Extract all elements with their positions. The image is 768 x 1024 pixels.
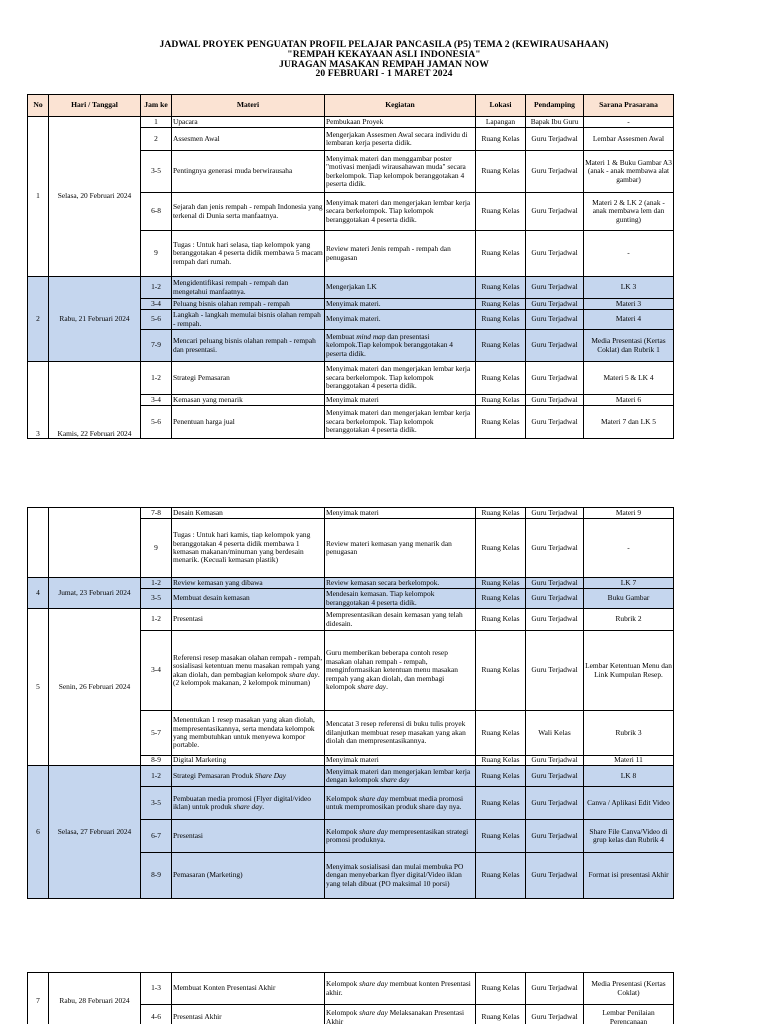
materi-cell: Membuat Konten Presentasi Akhir [172,973,325,1005]
materi-cell: Peluang bisnis olahan rempah - rempah [172,299,325,310]
sarana-cell: Media Presentasi (Kertas Coklat) [584,973,674,1005]
sarana-cell: LK 3 [584,277,674,299]
pendamping-cell: Guru Terjadwal [526,310,584,330]
pendamping-cell: Guru Terjadwal [526,578,584,589]
day-date: Kamis, 22 Februari 2024 [49,362,141,439]
header-no: No [28,95,49,117]
header-materi: Materi [172,95,325,117]
document-title [0,40,768,79]
kegiatan-cell: Menyimak materi [325,395,476,406]
jam-cell: 7-8 [141,508,172,519]
sarana-cell: LK 8 [584,766,674,787]
pendamping-cell: Bapak Ibu Guru [526,117,584,128]
header-kegiatan: Kegiatan [325,95,476,117]
sarana-cell: Buku Gambar [584,589,674,609]
jam-cell: 8-9 [141,853,172,899]
jam-cell: 5-7 [141,711,172,756]
kegiatan-cell: Kelompok share day membuat media promosi untuk mempromosikan produk share day nya. [325,787,476,820]
jam-cell: 1-2 [141,578,172,589]
materi-cell: Referensi resep masakan olahan rempah - rempah, sosialisasi ketentuan menu masakan rempah yang akan diolah, dan pembagian kelompok share day. (2 kelompok makanan, 2 kelompok minuman) [172,631,325,711]
lokasi-cell: Lapangan [476,117,526,128]
sarana-cell: LK 7 [584,578,674,589]
sarana-cell: Media Presentasi (Kertas Coklat) dan Rubrik 1 [584,330,674,362]
lokasi-cell: Ruang Kelas [476,362,526,395]
kegiatan-cell: Menyimak materi dan mengerjakan lembar kerja secara berkelompok. Tiap kelompok beranggotakan 4 peserta didik. [325,362,476,395]
jam-cell: 9 [141,231,172,277]
jam-cell: 2 [141,128,172,151]
jam-cell: 1 [141,117,172,128]
lokasi-cell: Ruang Kelas [476,853,526,899]
sarana-cell: Share File Canva/Video di grup kelas dan Rubrik 4 [584,820,674,853]
schedule-table-page-2 [27,507,674,899]
materi-cell: Tugas : Untuk hari selasa, tiap kelompok yang beranggotakan 4 peserta didik membawa 5 macam rempah dari rumah. [172,231,325,277]
page-1-clip [0,94,768,444]
jam-cell: 4-6 [141,1005,172,1024]
pendamping-cell: Guru Terjadwal [526,787,584,820]
lokasi-cell: Ruang Kelas [476,609,526,631]
lokasi-cell: Ruang Kelas [476,310,526,330]
pendamping-cell: Guru Terjadwal [526,973,584,1005]
materi-cell: Strategi Pemasaran Produk Share Day [172,766,325,787]
pendamping-cell: Guru Terjadwal [526,231,584,277]
pendamping-cell: Guru Terjadwal [526,519,584,578]
lokasi-cell: Ruang Kelas [476,193,526,231]
jam-cell: 8-9 [141,756,172,766]
sarana-cell: Materi 7 dan LK 5 [584,406,674,439]
materi-cell: Review kemasan yang dibawa [172,578,325,589]
lokasi-cell: Ruang Kelas [476,589,526,609]
materi-cell: Presentasi [172,820,325,853]
table-row [28,766,674,787]
kegiatan-cell: Menyimak materi dan menggambar poster "motivasi menjadi wirausahawan muda" secara berkelompok. Tiap kelompok beranggotakan 4 peserta didik. [325,151,476,193]
kegiatan-cell: Menyimak materi [325,756,476,766]
day-date: Jumat, 23 Februari 2024 [49,578,141,609]
sarana-cell: - [584,117,674,128]
header-lokasi: Lokasi [476,95,526,117]
lokasi-cell: Ruang Kelas [476,277,526,299]
pendamping-cell: Guru Terjadwal [526,589,584,609]
jam-cell: 6-8 [141,193,172,231]
materi-cell: Pentingnya generasi muda berwirausaha [172,151,325,193]
kegiatan-cell: Review materi Jenis rempah - rempah dan penugasan [325,231,476,277]
jam-cell: 3-4 [141,299,172,310]
pendamping-cell: Guru Terjadwal [526,395,584,406]
title-line-1: JADWAL PROYEK PENGUATAN PROFIL PELAJAR PANCASILA (P5) TEMA 2 (KEWIRAUSAHAAN) [159,39,609,50]
materi-cell: Membuat desain kemasan [172,589,325,609]
jam-cell: 7-9 [141,330,172,362]
sarana-cell: Lembar Penilaian Perencanaan [584,1005,674,1024]
kegiatan-cell: Review kemasan secara berkelompok. [325,578,476,589]
table-row [28,117,674,128]
day-number: 2 [28,277,49,362]
sarana-cell: Materi 4 [584,310,674,330]
kegiatan-cell: Pembukaan Proyek [325,117,476,128]
jam-cell: 3-5 [141,151,172,193]
kegiatan-cell: Menyimak materi dan mengerjakan lembar kerja dengan kelompok share day [325,766,476,787]
jam-cell: 1-3 [141,973,172,1005]
schedule-table-page-3 [27,972,674,1024]
sarana-cell: - [584,519,674,578]
kegiatan-cell: Menyimak materi [325,508,476,519]
day-number-continued [28,508,49,578]
kegiatan-cell: Menyimak materi. [325,299,476,310]
sarana-cell: Materi 5 & LK 4 [584,362,674,395]
sarana-cell: Materi 9 [584,508,674,519]
pendamping-cell: Guru Terjadwal [526,128,584,151]
sarana-cell: Rubrik 2 [584,609,674,631]
kegiatan-cell: Mempresentasikan desain kemasan yang telah didesain. [325,609,476,631]
materi-cell: Desain Kemasan [172,508,325,519]
kegiatan-cell: Mengerjakan LK [325,277,476,299]
sarana-cell: Materi 6 [584,395,674,406]
kegiatan-cell: Kelompok share day membuat konten Presentasi akhir. [325,973,476,1005]
materi-cell: Pemasaran (Marketing) [172,853,325,899]
kegiatan-cell: Mencatat 3 resep referensi di buku tulis proyek dilanjutkan membuat resep masakan yang akan diolah dan mempresentasikannya. [325,711,476,756]
sarana-cell: Lembar Ketentuan Menu dan Link Kumpulan Resep. [584,631,674,711]
pendamping-cell: Guru Terjadwal [526,362,584,395]
pendamping-cell: Guru Terjadwal [526,151,584,193]
materi-cell: Upacara [172,117,325,128]
jam-cell: 1-2 [141,277,172,299]
materi-cell: Mencari peluang bisnis olahan rempah - rempah dan presentasi. [172,330,325,362]
lokasi-cell: Ruang Kelas [476,973,526,1005]
day-number: 3 [28,362,49,439]
materi-cell: Kemasan yang menarik [172,395,325,406]
lokasi-cell: Ruang Kelas [476,128,526,151]
jam-cell: 1-2 [141,362,172,395]
day-number: 5 [28,609,49,766]
pendamping-cell: Guru Terjadwal [526,631,584,711]
lokasi-cell: Ruang Kelas [476,631,526,711]
sarana-cell: Materi 2 & LK 2 (anak - anak membawa lem dan gunting) [584,193,674,231]
pendamping-cell: Guru Terjadwal [526,508,584,519]
day-date: Senin, 26 Februari 2024 [49,609,141,766]
lokasi-cell: Ruang Kelas [476,299,526,310]
kegiatan-cell: Kelompok share day Melaksanakan Presentasi Akhir [325,1005,476,1024]
pendamping-cell: Guru Terjadwal [526,853,584,899]
lokasi-cell: Ruang Kelas [476,578,526,589]
table-row [28,973,674,1005]
page-3-clip [0,972,768,1024]
lokasi-cell: Ruang Kelas [476,787,526,820]
pendamping-cell: Guru Terjadwal [526,277,584,299]
day-number: 6 [28,766,49,899]
lokasi-cell: Ruang Kelas [476,330,526,362]
jam-cell: 1-2 [141,609,172,631]
day-date: Selasa, 20 Februari 2024 [49,117,141,277]
pendamping-cell: Guru Terjadwal [526,756,584,766]
lokasi-cell: Ruang Kelas [476,151,526,193]
materi-cell: Assesmen Awal [172,128,325,151]
jam-cell: 5-6 [141,310,172,330]
pendamping-cell: Guru Terjadwal [526,609,584,631]
lokasi-cell: Ruang Kelas [476,406,526,439]
header-date: Hari / Tanggal [49,95,141,117]
jam-cell: 1-2 [141,766,172,787]
day-number: 1 [28,117,49,277]
pendamping-cell: Wali Kelas [526,711,584,756]
kegiatan-cell: Menyimak materi. [325,310,476,330]
pendamping-cell: Guru Terjadwal [526,193,584,231]
kegiatan-cell: Menyimak materi dan mengerjakan lembar kerja secara berkelompok. Tiap kelompok beranggotakan 4 peserta didik. [325,406,476,439]
materi-cell: Langkah - langkah memulai bisnis olahan rempah - rempah. [172,310,325,330]
schedule-table-page-1 [27,94,674,439]
table-row [28,362,674,395]
pendamping-cell: Guru Terjadwal [526,1005,584,1024]
day-date: Selasa, 27 Februari 2024 [49,766,141,899]
kegiatan-cell: Mengerjakan Assesmen Awal secara individu di lembaran kerja peserta didik. [325,128,476,151]
sarana-cell: Lembar Assesmen Awal [584,128,674,151]
jam-cell: 6-7 [141,820,172,853]
materi-cell: Pembuatan media promosi (Flyer digital/video iklan) untuk produk share day. [172,787,325,820]
lokasi-cell: Ruang Kelas [476,1005,526,1024]
jam-cell: 5-6 [141,406,172,439]
lokasi-cell: Ruang Kelas [476,756,526,766]
lokasi-cell: Ruang Kelas [476,231,526,277]
lokasi-cell: Ruang Kelas [476,820,526,853]
kegiatan-cell: Menyimak sosialisasi dan mulai membuka PO dengan menyebarkan flyer digital/Video iklan yang telah dibuat (PO maksimal 10 porsi) [325,853,476,899]
sarana-cell: Canva / Aplikasi Edit Video [584,787,674,820]
title-line-2: "REMPAH KEKAYAAN ASLI INDONESIA" [287,48,481,60]
sarana-cell: Materi 1 & Buku Gambar A3 (anak - anak membawa alat gambar) [584,151,674,193]
sarana-cell: - [584,231,674,277]
sarana-cell: Format isi presentasi Akhir [584,853,674,899]
title-line-4: 20 FEBRUARI - 1 MARET 2024 [315,68,453,80]
pendamping-cell: Guru Terjadwal [526,766,584,787]
pendamping-cell: Guru Terjadwal [526,299,584,310]
title-line-3: JURAGAN MASAKAN REMPAH JAMAN NOW [279,58,489,70]
day-date: Rabu, 21 Februari 2024 [49,277,141,362]
materi-cell: Digital Marketing [172,756,325,766]
kegiatan-cell: Menyimak materi dan mengerjakan lembar kerja secara berkelompok. Tiap kelompok beranggotakan 4 peserta didik. [325,193,476,231]
jam-cell: 3-4 [141,395,172,406]
kegiatan-cell: Guru memberikan beberapa contoh resep masakan olahan rempah - rempah, menginformasikan ketentuan menu masakan rempah yang akan diolah, dan membagi kelompok share day. [325,631,476,711]
day-number: 4 [28,578,49,609]
lokasi-cell: Ruang Kelas [476,395,526,406]
pendamping-cell: Guru Terjadwal [526,820,584,853]
kegiatan-cell: Review materi kemasan yang menarik dan penugasan [325,519,476,578]
lokasi-cell: Ruang Kelas [476,711,526,756]
materi-cell: Tugas : Untuk hari kamis, tiap kelompok yang beranggotakan 4 peserta didik membawa 1 kemasan makanan/minuman yang berdesain menarik. (Kecuali kemasan plastik) [172,519,325,578]
materi-cell: Sejarah dan jenis rempah - rempah Indonesia yang terkenal di Dunia serta manfaatnya. [172,193,325,231]
jam-cell: 9 [141,519,172,578]
materi-cell: Presentasi [172,609,325,631]
sarana-cell: Materi 11 [584,756,674,766]
sarana-cell: Rubrik 3 [584,711,674,756]
header-jam: Jam ke [141,95,172,117]
table-row [28,578,674,589]
kegiatan-cell: Mendesain kemasan. Tiap kelompok beranggotakan 4 peserta didik. [325,589,476,609]
day-date-continued [49,508,141,578]
materi-cell: Presentasi Akhir [172,1005,325,1024]
day-date: Rabu, 28 Februari 2024 [49,973,141,1024]
materi-cell: Penentuan harga jual [172,406,325,439]
jam-cell: 3-4 [141,631,172,711]
jam-cell: 3-5 [141,589,172,609]
table-header-row [28,95,674,117]
header-sarana: Sarana Prasarana [584,95,674,117]
sarana-cell: Materi 3 [584,299,674,310]
kegiatan-cell: Kelompok share day mempresentasikan strategi promosi produknya. [325,820,476,853]
lokasi-cell: Ruang Kelas [476,766,526,787]
lokasi-cell: Ruang Kelas [476,519,526,578]
pendamping-cell: Guru Terjadwal [526,406,584,439]
table-row [28,508,674,519]
materi-cell: Mengidentifikasi rempah - rempah dan mengetahui manfaatnya. [172,277,325,299]
materi-cell: Strategi Pemasaran [172,362,325,395]
table-row [28,277,674,299]
lokasi-cell: Ruang Kelas [476,508,526,519]
table-row [28,609,674,631]
kegiatan-cell: Membuat mind map dan presentasi kelompok.Tiap kelompok beranggotakan 4 peserta didik. [325,330,476,362]
materi-cell: Menentukan 1 resep masakan yang akan diolah, mempresentasikannya, serta mendata kelompok yang membutuhkan untuk menyewa kompor portable. [172,711,325,756]
pendamping-cell: Guru Terjadwal [526,330,584,362]
day-number: 7 [28,973,49,1024]
header-pendamping: Pendamping [526,95,584,117]
jam-cell: 3-5 [141,787,172,820]
